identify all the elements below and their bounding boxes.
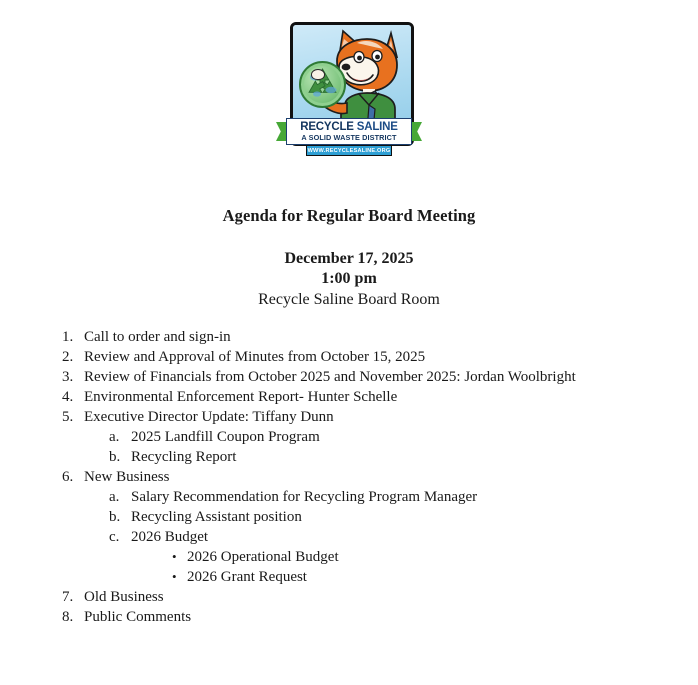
- agenda-item-marker: 5.: [62, 409, 74, 425]
- agenda-item-marker: •: [172, 569, 177, 584]
- agenda-item-marker: 3.: [62, 369, 74, 385]
- agenda-item-marker: •: [172, 549, 177, 564]
- meeting-date: December 17, 2025: [284, 250, 414, 267]
- agenda-item-text: New Business: [84, 469, 170, 485]
- agenda-item-marker: 8.: [62, 609, 74, 625]
- agenda-item-marker: 2.: [62, 349, 74, 365]
- agenda-item-text: Public Comments: [84, 609, 192, 625]
- agenda-item: [62, 347, 698, 367]
- agenda-item: [62, 527, 698, 547]
- agenda-item: [62, 607, 698, 627]
- meeting-location: Recycle Saline Board Room: [258, 291, 440, 308]
- agenda-item-text: Recycling Report: [131, 449, 237, 465]
- agenda-item: [62, 567, 698, 587]
- agenda-item: [62, 447, 698, 467]
- logo-ribbon-banner: [276, 118, 422, 145]
- agenda-item-text: Review and Approval of Minutes from October 15, 2025: [84, 349, 426, 365]
- agenda-item-text: Environmental Enforcement Report- Hunter Schelle: [84, 389, 398, 405]
- page-title: Agenda for Regular Board Meeting: [222, 206, 476, 225]
- agenda-item: [62, 387, 698, 407]
- agenda-item: [62, 367, 698, 387]
- agenda-item-marker: 6.: [62, 469, 74, 485]
- agenda-item-marker: a.: [109, 429, 120, 445]
- logo-url-bar: [306, 145, 392, 156]
- agenda-item-text: 2026 Budget: [131, 529, 209, 545]
- agenda-item: [62, 467, 698, 487]
- agenda-item: [62, 587, 698, 607]
- agenda-item-text: 2026 Grant Request: [187, 569, 307, 585]
- ribbon-title-recycle: RECYCLE: [300, 120, 354, 133]
- agenda-item: [62, 507, 698, 527]
- agenda-item-marker: 7.: [62, 589, 74, 605]
- agenda-item-text: Call to order and sign-in: [84, 329, 231, 345]
- agenda-item-text: Old Business: [84, 589, 164, 605]
- agenda-item: [62, 547, 698, 567]
- agenda-item-text: Review of Financials from October 2025 and November 2025: Jordan Woolbright: [84, 369, 576, 385]
- agenda-item-marker: 1.: [62, 329, 74, 345]
- agenda-item-marker: b.: [109, 509, 121, 525]
- agenda-item-text: 2025 Landfill Coupon Program: [131, 429, 320, 445]
- logo-url-text: WWW.RECYCLESALINE.ORG: [307, 147, 391, 154]
- agenda-item-marker: a.: [109, 489, 120, 505]
- document-heading: [0, 206, 698, 309]
- ribbon-title: [300, 122, 398, 134]
- agenda-item-text: 2026 Operational Budget: [187, 549, 339, 565]
- agenda-item: [62, 407, 698, 427]
- meeting-time: 1:00 pm: [321, 270, 377, 287]
- recycling-globe-icon: [299, 61, 346, 108]
- fox-hand: [311, 69, 325, 80]
- agenda-item-marker: c.: [109, 529, 120, 545]
- agenda-item-text: Recycling Assistant position: [131, 509, 302, 525]
- agenda-item-text: Executive Director Update: Tiffany Dunn: [84, 409, 334, 425]
- agenda-item-text: Salary Recommendation for Recycling Program Manager: [131, 489, 478, 505]
- ribbon-tagline: A SOLID WASTE DISTRICT: [301, 133, 397, 143]
- agenda-item: [62, 487, 698, 507]
- logo-block: [0, 0, 698, 162]
- recycle-saline-logo: [276, 22, 422, 162]
- agenda-item: [62, 327, 698, 347]
- agenda-list: [0, 327, 698, 627]
- agenda-item: [62, 427, 698, 447]
- ribbon-center: [286, 118, 412, 145]
- ribbon-title-saline: SALINE: [356, 120, 398, 133]
- agenda-item-marker: 4.: [62, 389, 74, 405]
- agenda-item-marker: b.: [109, 449, 121, 465]
